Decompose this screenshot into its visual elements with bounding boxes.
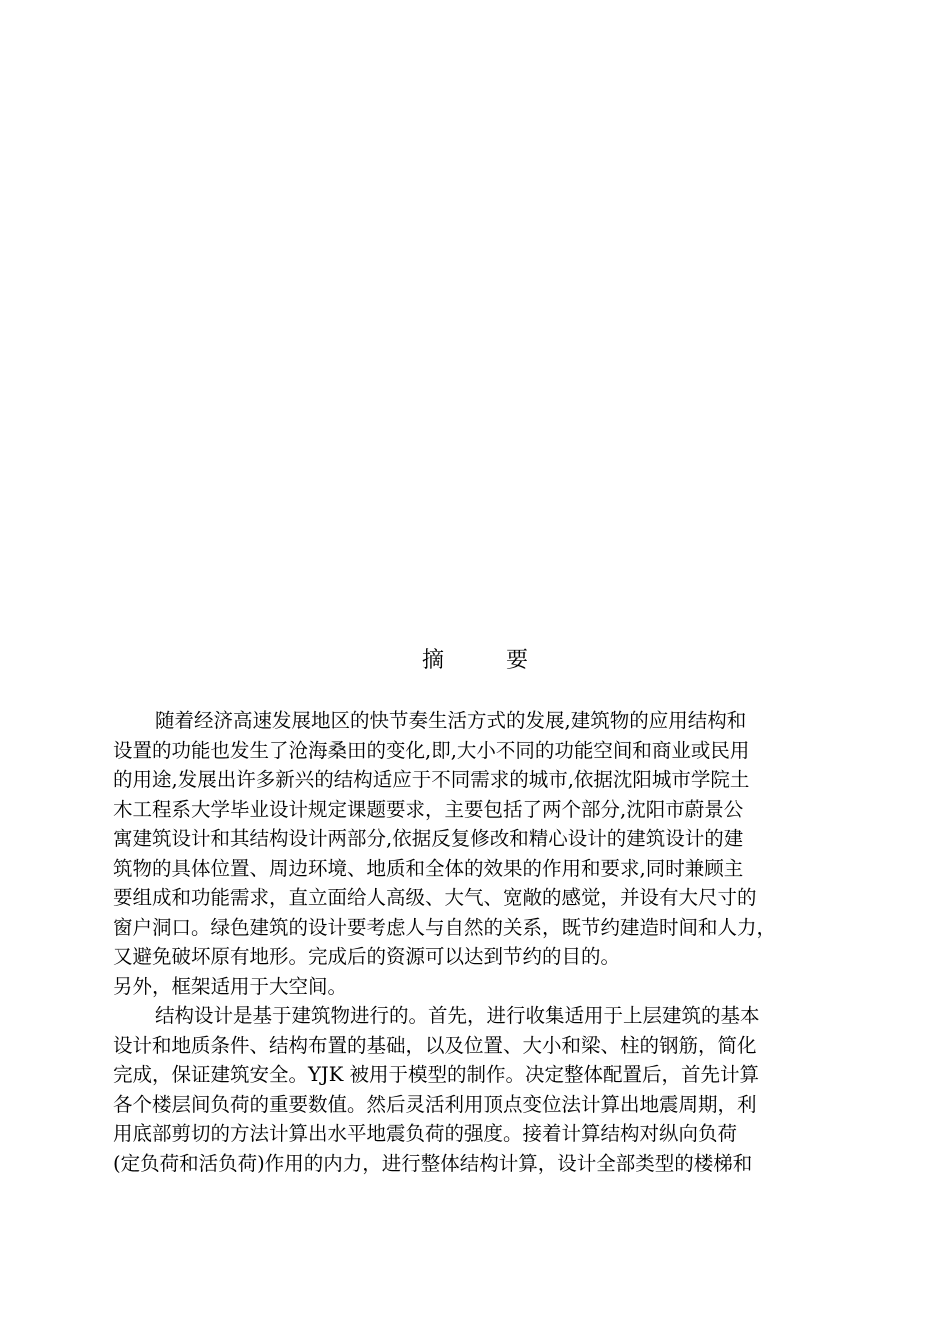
paragraph-line: 木工程系大学毕业设计规定课题要求，主要包括了两个部分,沈阳市蔚景公 — [113, 797, 744, 821]
paragraph-line: 各个楼层间负荷的重要数值。然后灵活利用顶点变位法计算出地震周期，利 — [113, 1092, 757, 1116]
paragraph-line: 窗户洞口。绿色建筑的设计要考虑人与自然的关系，既节约建造时间和人力， — [113, 915, 777, 939]
paragraph-line: 用底部剪切的方法计算出水平地震负荷的强度。接着计算结构对纵向负荷 — [113, 1122, 738, 1145]
paragraph-line: 另外，框架适用于大空间。 — [113, 974, 348, 998]
paragraph-line: 要组成和功能需求，直立面给人高级、大气、宽敞的感觉，并设有大尺寸的 — [113, 886, 757, 909]
paragraph-line: 的用途,发展出许多新兴的结构适应于不同需求的城市,依据沈阳城市学院土 — [113, 768, 750, 791]
paragraph-line: 设置的功能也发生了沧海桑田的变化,即,大小不同的功能空间和商业或民用 — [113, 738, 750, 762]
paragraph-line: 完成，保证建筑安全。YJK 被用于模型的制作。决定整体配置后，首先计算 — [113, 1063, 759, 1086]
paragraph-line: (定负荷和活负荷)作用的内力，进行整体结构计算，设计全部类型的楼梯和 — [113, 1151, 753, 1175]
paragraph-line: 设计和地质条件、结构布置的基础，以及位置、大小和梁、柱的钢筋，简化 — [113, 1033, 757, 1057]
paragraph-line: 又避免破坏原有地形。完成后的资源可以达到节约的目的。 — [113, 945, 621, 968]
abstract-body — [113, 706, 873, 1178]
paragraph-line: 结构设计是基于建筑物进行的。首先，进行收集适用于上层建筑的基本 — [155, 1004, 760, 1027]
paragraph-line: 寓建筑设计和其结构设计两部分,依据反复修改和精心设计的建筑设计的建 — [113, 827, 744, 850]
abstract-heading: 摘 要 — [421, 648, 548, 673]
paragraph-line: 筑物的具体位置、周边环境、地质和全体的效果的作用和要求,同时兼顾主 — [113, 856, 744, 880]
paragraph-line: 随着经济高速发展地区的快节奏生活方式的发展,建筑物的应用结构和 — [155, 709, 747, 732]
